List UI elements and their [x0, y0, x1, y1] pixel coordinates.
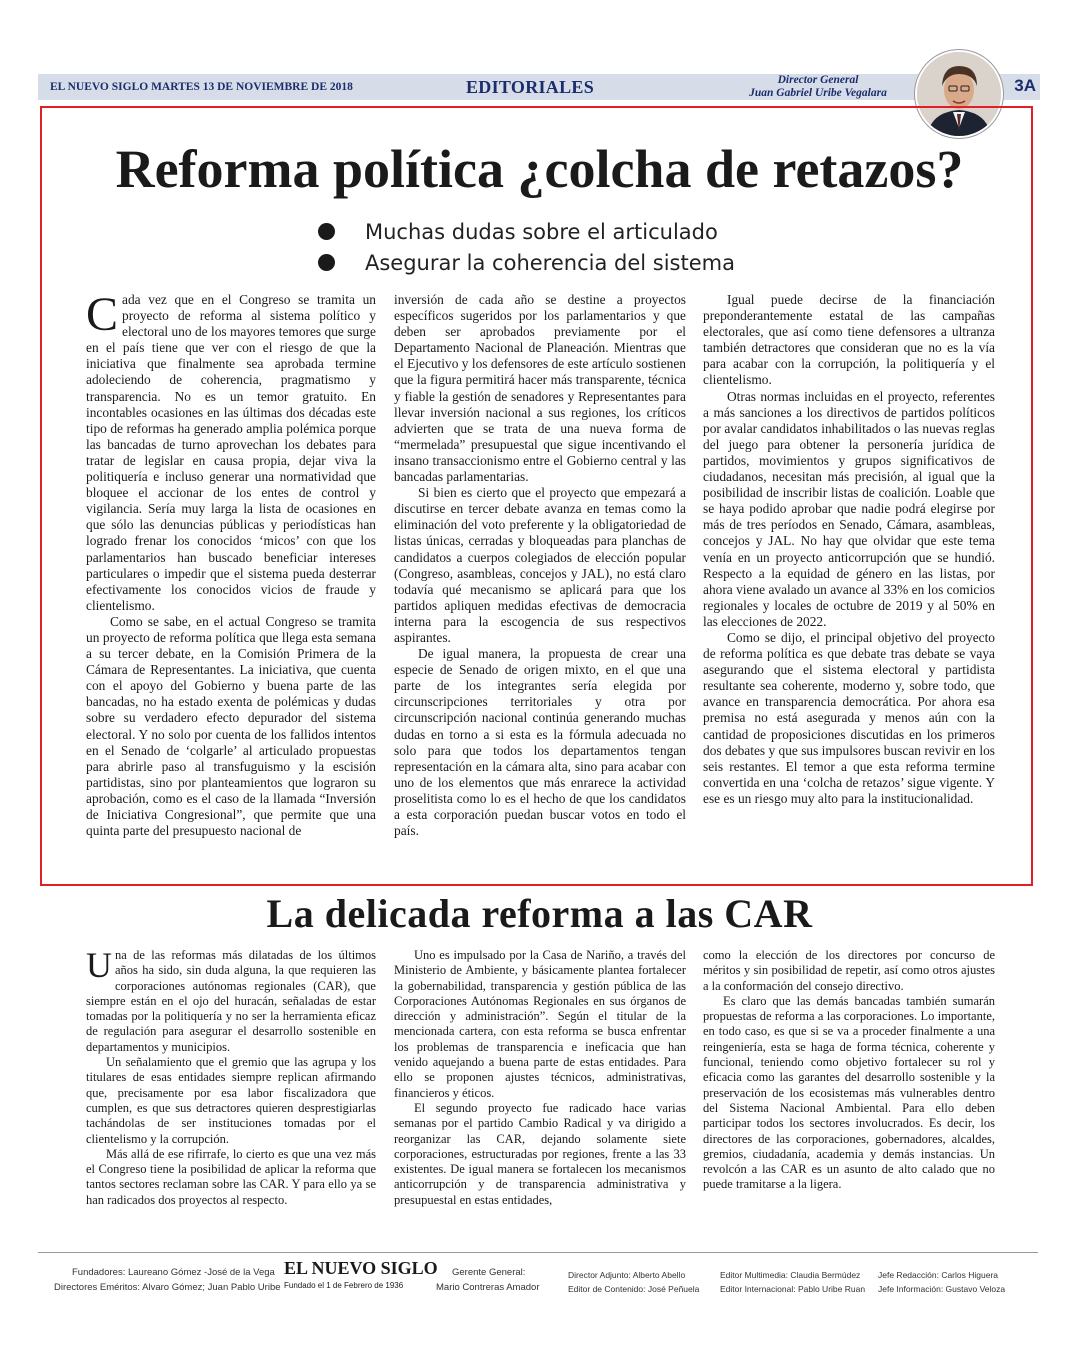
- second-editorial-column-2: [394, 948, 686, 1208]
- second-editorial-column-3: [703, 948, 995, 1193]
- content-editor: Editor de Contenido: José Peñuela: [568, 1284, 700, 1294]
- masthead-bar: [38, 74, 1040, 100]
- subhead-item: [318, 247, 735, 278]
- footer-directors-emeritus: Directores Eméritos: Alvaro Gómez; Juan Pablo Uribe: [54, 1282, 281, 1293]
- drop-cap: C: [86, 288, 119, 341]
- subhead-text: Muchas dudas sobre el articulado: [365, 219, 718, 244]
- second-editorial-title: La delicada reforma a las CAR: [266, 891, 813, 936]
- newsroom-chief: Jefe Redacción: Carlos Higuera: [878, 1270, 999, 1280]
- paragraph-text: ada vez que en el Congreso se tramita un proyecto de reforma al sistema político y electoral uno de los mayores temores que surge en el país tiene que ver con el riesgo de que la iniciativa que finalmente sea aprobada termine adoleciendo de coherencia, pragmatismo y transparencia. No es un temor gratuito. En incontables ocasiones en las últimas dos décadas este tipo de reformas ha generado amplia polémica porque las bancadas de turno aprovechan los debates para tratar de legislar en causa propia, dejar viva la politiquería e incluso generar una normatividad que bloquee el accionar de los entes de control y vigilancia. Sería muy larga la lista de ocasiones en que sólo las denuncias públicas y periodísticas han logrado frenar los conocidos ‘micos’ con que los parlamentarios han buscado beneficiar intereses particulares o impedir que el sistema pueda desterrar efectivamente los conocidos vicios de fraude y clientelismo.: [86, 292, 376, 613]
- manager-role: Gerente General:: [452, 1267, 526, 1278]
- paragraph: Otras normas incluidas en el proyecto, referentes a más sanciones a los directivos de partidos políticos por avalar candidatos inhabilitados o las nuevas reglas del juego para obtener la personería jurídica de partidos, movimientos y grupos significativos de ciudadanos, necesitan más precisión, al igual que la posibilidad de inscribir listas de coalición. Loable que se haya podido aprobar que nadie podrá elegirse por más de tres períodos en Senado, Cámara, asambleas, concejos y JAL. No hay que olvidar que este tema venía en un proyecto anticorrupción que se hundió. Respecto a la equidad de género en las listas, por ahora viene avalado un avance al 33% en los comicios regionales y locales de octubre de 2019 y al 50% en las elecciones de 2022.: [703, 388, 995, 629]
- editorial-column-2: [394, 292, 686, 839]
- editorial-title: Reforma política ¿colcha de retazos?: [115, 139, 964, 199]
- paragraph: inversión de cada año se destine a proyectos específicos sugeridos por los parlamentarios y que deben ser aprobados previamente por el Departamento Nacional de Planeación. Mientras que el Ejecutivo y los defensores de este artículo sostienen que la figura permitirá hacer más transparente, técnica y fiable la gestión de senadores y Representantes para llevar inversión nacional a sus regiones, los críticos advierten que se trata de una nueva forma de “mermelada” presupuestal que sigue incentivando el insano transaccionismo entre el Gobierno central y las bancadas parlamentarias.: [394, 292, 686, 485]
- information-chief: Jefe Información: Gustavo Veloza: [878, 1284, 1006, 1294]
- page-number: 3A: [1014, 76, 1036, 95]
- bullet-dot-icon: [318, 254, 335, 271]
- paragraph: De igual manera, la propuesta de crear una especie de Senado de origen mixto, en el que una parte de los integrantes sería elegida por circunscripciones territoriales y otra por circunscripción nacional continúa generando muchas dudas en torno a si esta es la fórmula adecuada no solo para que todos los departamentos tengan representación en la cámara alta, sino para acabar con uno de los elementos que más enrarece la actividad proselitista como lo es el hecho de que los candidatos a esta corporación puedan buscar votos en todo el país.: [394, 646, 686, 839]
- paragraph: como la elección de los directores por concurso de méritos y sin posibilidad de repetir, así como otros ajustes a la conformación del consejo directivo.: [703, 948, 995, 993]
- paragraph: [86, 288, 376, 614]
- paragraph-text: na de las reformas más dilatadas de los últimos años ha sido, sin duda alguna, la que requieren las corporaciones autónomas regionales (CAR), que siempre están en el ojo del huracán, señaladas de estar tomadas por la politiquería y no ser la herramienta eficaz de regulación para asegurar el desarrollo sostenible en departamentos y municipios.: [86, 948, 376, 1054]
- paragraph: [86, 945, 376, 1055]
- director-name: Juan Gabriel Uribe Vegalara: [749, 87, 887, 99]
- paragraph: Más allá de ese rifirrafe, lo cierto es que una vez más el Congreso tiene la posibilidad de aplicar la reforma que tantos sectores reclaman sobre las CAR. Y para ello ya se han radicados dos proyectos al respecto.: [86, 1146, 376, 1207]
- paragraph: Un señalamiento que el gremio que las agrupa y los titulares de esas entidades siempre replican afirmando que, precisamente por esa labor fiscalizadora que cumplen, es que sus detractores quieren desprestigiarlas tachándolas de ser instituciones tomadas por el clientelismo y la corrupción.: [86, 1055, 376, 1146]
- deputy-director: Director Adjunto: Alberto Abello: [568, 1270, 686, 1280]
- bullet-dot-icon: [318, 223, 335, 240]
- footer-divider: [38, 1252, 1038, 1253]
- paragraph: Igual puede decirse de la financiación preponderantemente estatal de las campañas electorales, que así como tiene defensores a ultranza también detractores que consideran que no es la vía para acabar con la corrupción, la politiquería y el clientelismo.: [703, 292, 995, 388]
- multimedia-editor: Editor Multimedia: Claudia Bermúdez: [720, 1270, 861, 1280]
- editorial-column-1: [86, 288, 376, 839]
- paragraph: Como se sabe, en el actual Congreso se tramita un proyecto de reforma política que llega esta semana a su tercer debate, en la Comisión Primera de la Cámara de Representantes. La iniciativa, que cuenta con el apoyo del Gobierno y buena parte de las bancadas, no ha estado exenta de polémicas y dudas sobre su verdadero efecto depurador del sistema electoral. Y no solo por cuenta de los fallidos intentos en el Senado de ‘colgarle’ al articulado propuestas para abrirle paso al transfuguismo y la escisión partidistas, sino por planteamientos que lograron su aprobación, como es el caso de la llamada “Inversión de Iniciativa Congresional”, que permite que una quinta parte del presupuesto nacional de: [86, 613, 376, 839]
- paragraph: Si bien es cierto que el proyecto que empezará a discutirse en tercer debate avanza en temas como la eliminación del voto preferente y la obligatoriedad de listas únicas, cerradas y bloqueadas para planchas de candidatos a cuerpos colegiados de elección popular (Congreso, asambleas, concejos y JAL), no está claro todavía qué mecanismo se aplicará para que los partidos apliquen medidas efectivas de democracia interna para la escogencia de sus respectivos aspirantes.: [394, 485, 686, 645]
- footer-founders: Fundadores: Laureano Gómez -José de la Vega: [72, 1267, 275, 1278]
- director-role: Director General: [777, 74, 859, 86]
- manager-name: Mario Contreras Amador: [436, 1282, 540, 1293]
- paragraph: Uno es impulsado por la Casa de Nariño, a través del Ministerio de Ambiente, y básicamente plantea fortalecer la gobernabilidad, transparencia y gestión pública de las Corporaciones Autónomas Regionales en sus órganos de dirección y administración”. Según el titular de la mencionada cartera, con esta reforma se busca enfrentar los problemas de transparencia e ineficacia que han venido aquejando a buena parte de estas entidades. Para ello se proponen ajustes técnicos, administrativas, financieros y éticos.: [394, 948, 686, 1100]
- international-editor: Editor Internacional: Pablo Uribe Ruan: [720, 1284, 866, 1294]
- editorial-column-3: [703, 292, 995, 807]
- paragraph: Como se dijo, el principal objetivo del proyecto de reforma política es que debate tras debate se vaya asegurando que el sistema electoral y partidista resultante sea coherente, moderno y, sobre todo, que avance en transparencia democrática. Por ahora esa premisa no está asegurada y menos aún con la cantidad de proposiciones discutidas en los primeros dos debates y que sus impulsores buscan revivir en los seis restantes. El temor a que esta reforma termine convertida en una ‘colcha de retazos’ sigue vigente. Y ese es un riesgo muy alto para la institucionalidad.: [703, 629, 995, 806]
- subhead-text: Asegurar la coherencia del sistema: [365, 250, 735, 275]
- paragraph: Es claro que las demás bancadas también sumarán propuestas de reforma a las corporaciones. Lo importante, en todo caso, es que si se va a proceder finalmente a una reingeniería, esta se haga de forma técnica, coherente y funcional, teniendo como objetivo fortalecer su rol y eficacia como las garantes del desarrollo sostenible y la preservación de los ecosistemas más vulnerables dentro del Sistema Nacional Ambiental. Para ello deben participar todos los sectores involucrados. Es decir, los directores de las corporaciones, gobernadores, alcaldes, gremios, ciudadanía, academia y demás instancias. Un revolcón a las CAR es un asunto de alto calado que no puede tramitarse a la ligera.: [703, 993, 995, 1192]
- director-credit: [698, 74, 938, 100]
- masthead-date: EL NUEVO SIGLO MARTES 13 DE NOVIEMBRE DE 2018: [50, 81, 353, 93]
- editorial-subheads: [318, 216, 735, 278]
- founded-date: Fundado el 1 de Febrero de 1936: [284, 1281, 404, 1290]
- second-editorial-column-1: [86, 945, 376, 1208]
- paragraph: El segundo proyecto fue radicado hace varias semanas por el partido Cambio Radical y va dirigido a reorganizar las CAR, dejando solamente siete corporaciones, estructuradas por regiones, frente a las 33 existentes. De igual manera se fortalecen los mecanismos anticorrupción y de transparencia administrativa y presupuestal en estas entidades,: [394, 1100, 686, 1207]
- newspaper-logo: EL NUEVO SIGLO: [284, 1258, 438, 1278]
- drop-cap: U: [86, 945, 112, 985]
- subhead-item: [318, 216, 735, 247]
- section-title: EDITORIALES: [466, 77, 595, 97]
